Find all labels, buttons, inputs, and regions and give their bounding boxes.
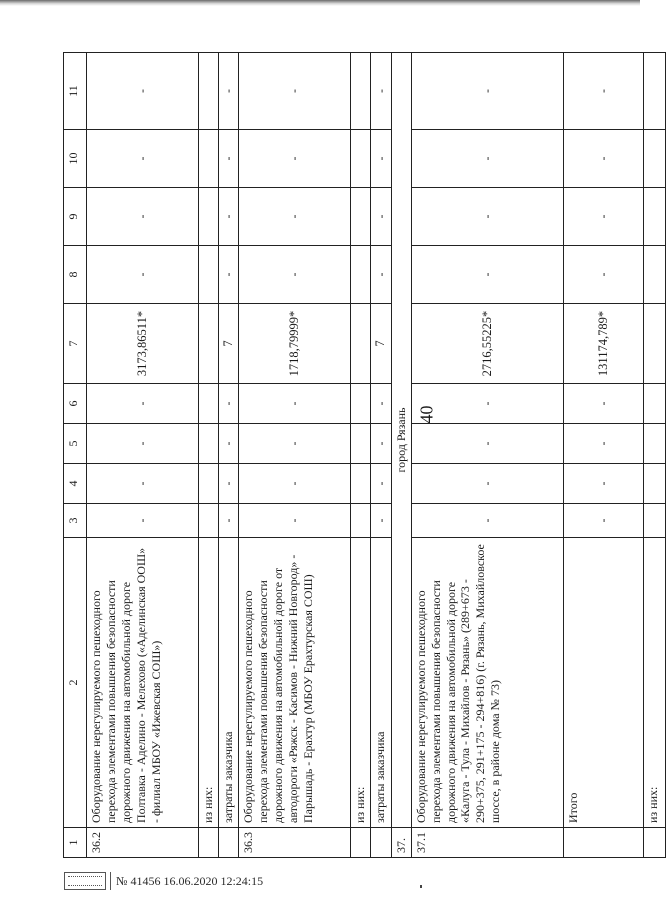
item-number: 36.2	[87, 828, 199, 858]
value-cell	[199, 188, 219, 246]
item-name: Оборудование нерегулируемого пешеходного перехода элементами повышения безопасности дорожного движения на автомобильной дороге от автодороги «Ряжск - Касимов - Нижний Новгород» - Парышадь - Ерахтур (МБОУ Ерахтурская СОШ)	[239, 538, 351, 828]
value-cell: -	[87, 504, 199, 538]
value-cell	[351, 53, 371, 130]
item-name: из них:	[351, 538, 371, 828]
value-cell: -	[239, 464, 351, 504]
value-cell: -	[239, 246, 351, 304]
value-cell: -	[239, 53, 351, 130]
value-cell: -	[218, 130, 239, 188]
value-cell: -	[563, 504, 643, 538]
value-cell: -	[218, 53, 239, 130]
value-cell: -	[371, 53, 392, 130]
value-cell	[643, 53, 665, 130]
amount-cell	[351, 304, 371, 384]
rotated-table-container	[63, 53, 660, 858]
value-cell: -	[411, 188, 563, 246]
value-cell: -	[411, 384, 563, 424]
document-footer	[64, 870, 494, 898]
item-number	[218, 828, 239, 858]
amount-cell: 2716,55225*	[411, 304, 563, 384]
item-number	[563, 828, 643, 858]
value-cell: -	[371, 384, 392, 424]
value-cell	[643, 384, 665, 424]
table-row	[218, 53, 239, 858]
value-cell	[643, 424, 665, 464]
value-cell: -	[218, 464, 239, 504]
value-cell: -	[239, 130, 351, 188]
value-cell: -	[371, 130, 392, 188]
value-cell: -	[371, 464, 392, 504]
total-label: Итого	[563, 538, 643, 828]
item-number: 37.1	[411, 828, 563, 858]
table-row	[411, 53, 563, 858]
value-cell: -	[239, 384, 351, 424]
value-cell	[643, 130, 665, 188]
value-cell: -	[411, 53, 563, 130]
header-cell: 6	[64, 384, 87, 424]
item-number	[351, 828, 371, 858]
value-cell: -	[411, 504, 563, 538]
item-name: из них:	[643, 538, 665, 828]
amount-cell	[199, 304, 219, 384]
header-cell: 9	[64, 188, 87, 246]
table-row	[87, 53, 199, 858]
value-cell: -	[371, 188, 392, 246]
item-name: Оборудование нерегулируемого пешеходного перехода элементами повышения безопасности дорожного движения на автомобильной дороге «Калуга - Тула - Михайлов - Рязань» (289+673 - 290+375, 291+175 - 294+816) (г. Рязань, Михайловское шоссе, в районе дома № 73)	[411, 538, 563, 828]
header-cell: 4	[64, 464, 87, 504]
registration-stamp-icon	[64, 872, 106, 890]
scan-top-edge	[0, 0, 640, 6]
item-name: Оборудование нерегулируемого пешеходного перехода элементами повышения безопасности дорожного движения на автомобильной дороге Полтавка - Аделино - Мелехово («Аделинская ООШ» - филиал МБОУ «Ижевская СОШ»)	[87, 538, 199, 828]
table-row	[239, 53, 351, 858]
value-cell	[643, 246, 665, 304]
amount-cell: 1718,79999*	[239, 304, 351, 384]
value-cell: -	[218, 424, 239, 464]
value-cell	[351, 130, 371, 188]
value-cell	[351, 504, 371, 538]
total-row	[563, 53, 643, 858]
value-cell	[351, 188, 371, 246]
value-cell	[643, 188, 665, 246]
header-cell: 5	[64, 424, 87, 464]
value-cell: -	[218, 384, 239, 424]
section-title: город Рязань	[391, 53, 411, 828]
budget-table	[63, 52, 666, 858]
header-cell: 8	[64, 246, 87, 304]
header-cell: 3	[64, 504, 87, 538]
value-cell: -	[87, 384, 199, 424]
section-number: 37.	[391, 828, 411, 858]
value-cell	[351, 424, 371, 464]
amount-cell	[643, 304, 665, 384]
value-cell: -	[411, 130, 563, 188]
value-cell: -	[87, 130, 199, 188]
value-cell: -	[563, 188, 643, 246]
value-cell: -	[218, 188, 239, 246]
value-cell: -	[87, 188, 199, 246]
amount-cell: 7	[218, 304, 239, 384]
column-number-row	[64, 53, 87, 858]
page-number: 40	[416, 405, 437, 424]
value-cell	[199, 504, 219, 538]
item-name: затраты заказчика	[371, 538, 392, 828]
value-cell: -	[87, 53, 199, 130]
value-cell	[351, 384, 371, 424]
item-number: 36.3	[239, 828, 351, 858]
header-cell: 11	[64, 53, 87, 130]
value-cell	[351, 464, 371, 504]
value-cell: -	[87, 424, 199, 464]
value-cell: -	[87, 246, 199, 304]
item-number	[199, 828, 219, 858]
item-name: затраты заказчика	[218, 538, 239, 828]
value-cell	[199, 464, 219, 504]
footer-divider	[110, 872, 111, 890]
value-cell	[199, 246, 219, 304]
amount-cell: 3173,86511*	[87, 304, 199, 384]
value-cell: -	[563, 464, 643, 504]
scan-speck	[420, 885, 422, 888]
table-row	[643, 53, 665, 858]
header-cell: 1	[64, 828, 87, 858]
value-cell: -	[239, 188, 351, 246]
header-cell: 2	[64, 538, 87, 828]
item-number	[371, 828, 392, 858]
item-number	[643, 828, 665, 858]
table-row	[351, 53, 371, 858]
value-cell	[643, 464, 665, 504]
amount-cell: 7	[371, 304, 392, 384]
value-cell: -	[411, 464, 563, 504]
value-cell: -	[218, 246, 239, 304]
header-cell: 10	[64, 130, 87, 188]
total-amount: 131174,789*	[563, 304, 643, 384]
value-cell: -	[411, 424, 563, 464]
value-cell: -	[563, 424, 643, 464]
header-cell: 7	[64, 304, 87, 384]
value-cell	[351, 246, 371, 304]
table-row	[371, 53, 392, 858]
value-cell	[199, 384, 219, 424]
value-cell: -	[371, 504, 392, 538]
value-cell	[199, 53, 219, 130]
value-cell: -	[239, 504, 351, 538]
item-name: из них:	[199, 538, 219, 828]
value-cell	[199, 424, 219, 464]
value-cell: -	[87, 464, 199, 504]
table-row	[199, 53, 219, 858]
value-cell: -	[563, 130, 643, 188]
value-cell: -	[218, 504, 239, 538]
value-cell: -	[411, 246, 563, 304]
document-number-line: № 41456 16.06.2020 12:24:15	[116, 874, 264, 888]
value-cell	[643, 504, 665, 538]
value-cell: -	[563, 53, 643, 130]
value-cell: -	[563, 384, 643, 424]
value-cell: -	[563, 246, 643, 304]
section-row	[391, 53, 411, 858]
value-cell: -	[371, 246, 392, 304]
value-cell: -	[371, 424, 392, 464]
value-cell	[199, 130, 219, 188]
value-cell: -	[239, 424, 351, 464]
